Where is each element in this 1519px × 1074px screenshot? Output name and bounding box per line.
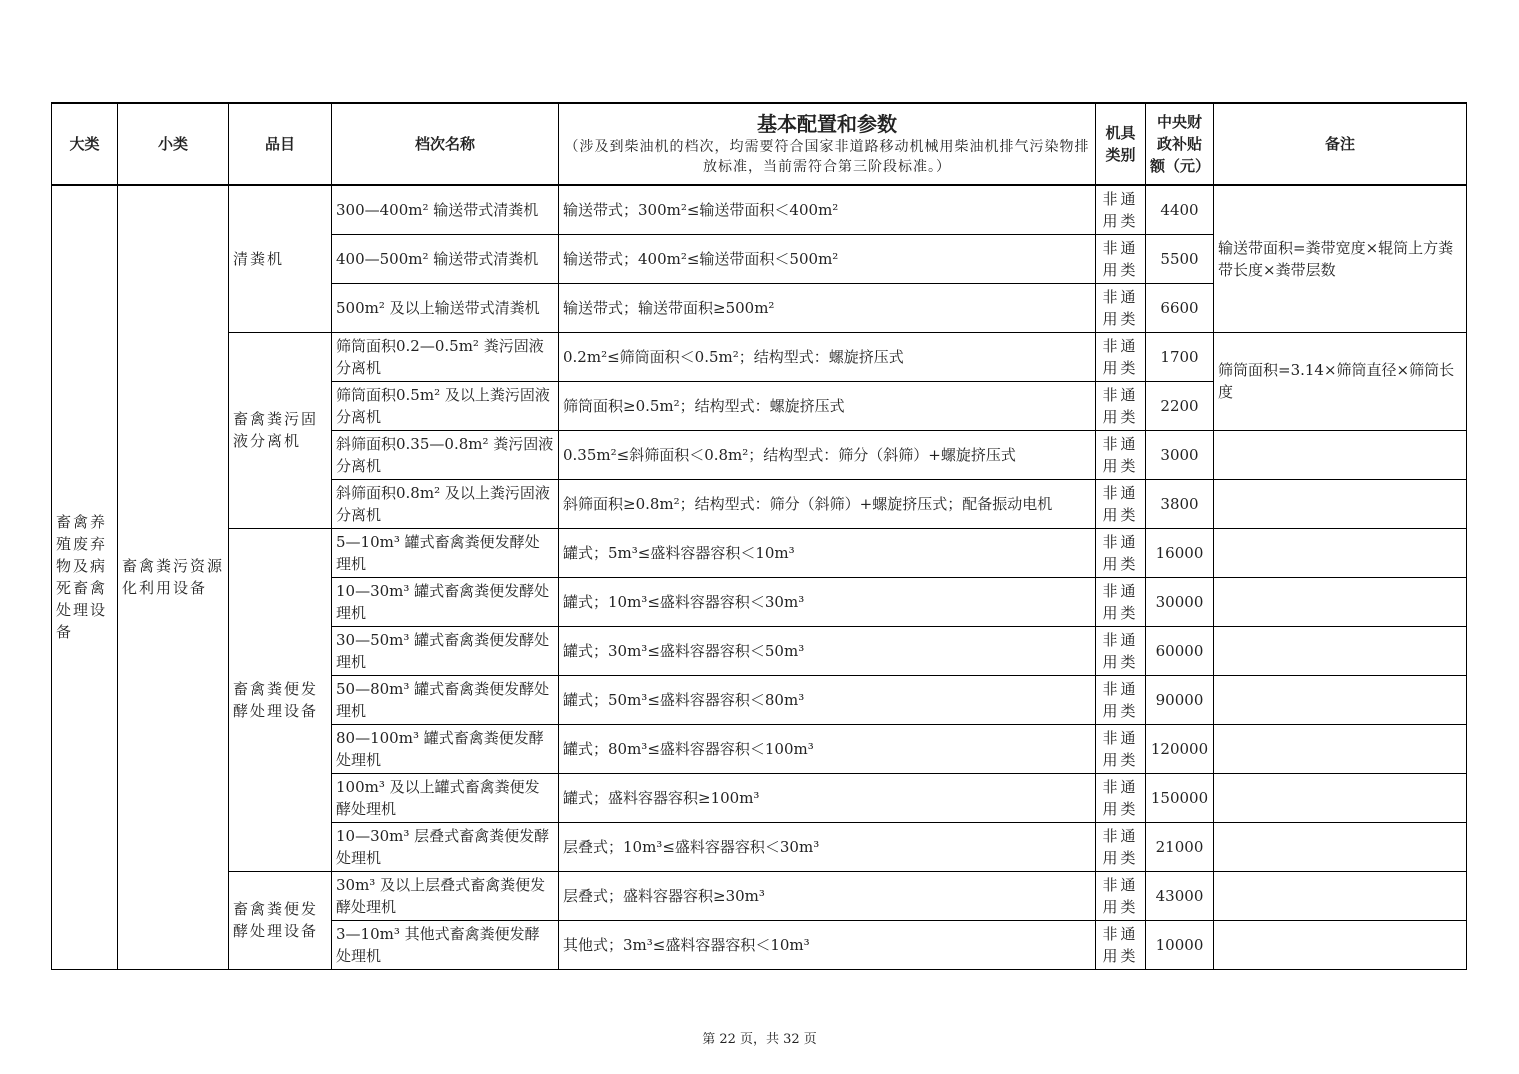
remark-empty xyxy=(1214,724,1467,773)
config-text: 输送带式；400m²≤输送带面积＜500m² xyxy=(559,234,1096,283)
config-text: 其他式；3m³≤盛料容器容积＜10m³ xyxy=(559,920,1096,969)
subsidy-amount: 2200 xyxy=(1146,381,1214,430)
header-machine-type: 机具类别 xyxy=(1096,103,1146,185)
table-row xyxy=(52,871,1467,920)
config-text: 罐式；30m³≤盛料容器容积＜50m³ xyxy=(559,626,1096,675)
config-text: 罐式；盛料容器容积≥100m³ xyxy=(559,773,1096,822)
subsidy-amount: 60000 xyxy=(1146,626,1214,675)
config-text: 层叠式；10m³≤盛料容器容积＜30m³ xyxy=(559,822,1096,871)
config-text: 输送带式；300m²≤输送带面积＜400m² xyxy=(559,185,1096,234)
item-group-3: 畜禽粪便发酵处理设备 xyxy=(229,528,332,871)
subsidy-amount: 16000 xyxy=(1146,528,1214,577)
subsidy-amount: 30000 xyxy=(1146,577,1214,626)
subsidy-amount: 3000 xyxy=(1146,430,1214,479)
machine-type: 非通用类 xyxy=(1096,871,1146,920)
config-text: 罐式；80m³≤盛料容器容积＜100m³ xyxy=(559,724,1096,773)
config-text: 罐式；5m³≤盛料容器容积＜10m³ xyxy=(559,528,1096,577)
remark-empty xyxy=(1214,920,1467,969)
config-text: 层叠式；盛料容器容积≥30m³ xyxy=(559,871,1096,920)
machine-type: 非通用类 xyxy=(1096,332,1146,381)
config-text: 罐式；50m³≤盛料容器容积＜80m³ xyxy=(559,675,1096,724)
machine-type: 非通用类 xyxy=(1096,430,1146,479)
table-row xyxy=(52,185,1467,234)
config-text: 罐式；10m³≤盛料容器容积＜30m³ xyxy=(559,577,1096,626)
grade-name: 3—10m³ 其他式畜禽粪便发酵处理机 xyxy=(332,920,559,969)
machine-type: 非通用类 xyxy=(1096,724,1146,773)
remark-empty xyxy=(1214,822,1467,871)
grade-name: 筛筒面积0.2—0.5m² 粪污固液分离机 xyxy=(332,332,559,381)
grade-name: 300—400m² 输送带式清粪机 xyxy=(332,185,559,234)
subsidy-amount: 43000 xyxy=(1146,871,1214,920)
grade-name: 筛筒面积0.5m² 及以上粪污固液分离机 xyxy=(332,381,559,430)
config-text: 0.35m²≤斜筛面积＜0.8m²；结构型式：筛分（斜筛）+螺旋挤压式 xyxy=(559,430,1096,479)
machine-type: 非通用类 xyxy=(1096,185,1146,234)
config-text: 输送带式；输送带面积≥500m² xyxy=(559,283,1096,332)
remark-empty xyxy=(1214,430,1467,479)
grade-name: 斜筛面积0.35—0.8m² 粪污固液分离机 xyxy=(332,430,559,479)
header-config-note: （涉及到柴油机的档次，均需要符合国家非道路移动机械用柴油机排气污染物排放标准，当前需符合第三阶段标准。） xyxy=(564,139,1090,175)
table-row xyxy=(52,332,1467,381)
subsidy-amount: 21000 xyxy=(1146,822,1214,871)
header-remarks: 备注 xyxy=(1214,103,1467,185)
grade-name: 5—10m³ 罐式畜禽粪便发酵处理机 xyxy=(332,528,559,577)
remark-empty xyxy=(1214,528,1467,577)
table-row xyxy=(52,528,1467,577)
remark-empty xyxy=(1214,626,1467,675)
subsidy-amount: 1700 xyxy=(1146,332,1214,381)
item-group-1: 清粪机 xyxy=(229,185,332,332)
grade-name: 80—100m³ 罐式畜禽粪便发酵处理机 xyxy=(332,724,559,773)
machine-type: 非通用类 xyxy=(1096,675,1146,724)
machine-type: 非通用类 xyxy=(1096,234,1146,283)
remark-empty xyxy=(1214,479,1467,528)
remark-empty xyxy=(1214,871,1467,920)
machine-type: 非通用类 xyxy=(1096,920,1146,969)
subsidy-amount: 4400 xyxy=(1146,185,1214,234)
header-minor: 小类 xyxy=(118,103,229,185)
machine-type: 非通用类 xyxy=(1096,479,1146,528)
header-grade: 档次名称 xyxy=(332,103,559,185)
header-config xyxy=(559,103,1096,185)
remark-empty xyxy=(1214,577,1467,626)
grade-name: 10—30m³ 层叠式畜禽粪便发酵处理机 xyxy=(332,822,559,871)
machine-type: 非通用类 xyxy=(1096,773,1146,822)
subsidy-amount: 10000 xyxy=(1146,920,1214,969)
grade-name: 斜筛面积0.8m² 及以上粪污固液分离机 xyxy=(332,479,559,528)
minor-category: 畜禽粪污资源化利用设备 xyxy=(118,185,229,969)
config-text: 0.2m²≤筛筒面积＜0.5m²；结构型式：螺旋挤压式 xyxy=(559,332,1096,381)
remark-empty xyxy=(1214,773,1467,822)
config-text: 筛筒面积≥0.5m²；结构型式：螺旋挤压式 xyxy=(559,381,1096,430)
subsidy-amount: 150000 xyxy=(1146,773,1214,822)
major-category: 畜禽养殖废弃物及病死畜禽处理设备 xyxy=(52,185,118,969)
machine-type: 非通用类 xyxy=(1096,283,1146,332)
page-number: 第 22 页，共 32 页 xyxy=(702,1032,817,1047)
grade-name: 10—30m³ 罐式畜禽粪便发酵处理机 xyxy=(332,577,559,626)
header-item: 品目 xyxy=(229,103,332,185)
grade-name: 500m² 及以上输送带式清粪机 xyxy=(332,283,559,332)
grade-name: 50—80m³ 罐式畜禽粪便发酵处理机 xyxy=(332,675,559,724)
config-text: 斜筛面积≥0.8m²；结构型式：筛分（斜筛）+螺旋挤压式；配备振动电机 xyxy=(559,479,1096,528)
grade-name: 30m³ 及以上层叠式畜禽粪便发酵处理机 xyxy=(332,871,559,920)
header-row xyxy=(52,103,1467,185)
subsidy-amount: 3800 xyxy=(1146,479,1214,528)
header-subsidy: 中央财政补贴额（元） xyxy=(1146,103,1214,185)
header-major: 大类 xyxy=(52,103,118,185)
machine-type: 非通用类 xyxy=(1096,577,1146,626)
subsidy-amount: 90000 xyxy=(1146,675,1214,724)
machine-type: 非通用类 xyxy=(1096,626,1146,675)
item-group-4: 畜禽粪便发酵处理设备 xyxy=(229,871,332,969)
grade-name: 100m³ 及以上罐式畜禽粪便发酵处理机 xyxy=(332,773,559,822)
item-group-2: 畜禽粪污固液分离机 xyxy=(229,332,332,528)
subsidy-amount: 6600 xyxy=(1146,283,1214,332)
remark-1: 输送带面积=粪带宽度×辊筒上方粪带长度×粪带层数 xyxy=(1214,185,1467,332)
remark-empty xyxy=(1214,675,1467,724)
subsidy-amount: 5500 xyxy=(1146,234,1214,283)
machine-type: 非通用类 xyxy=(1096,822,1146,871)
machine-type: 非通用类 xyxy=(1096,381,1146,430)
header-config-title: 基本配置和参数 xyxy=(757,112,897,136)
subsidy-amount: 120000 xyxy=(1146,724,1214,773)
machine-type: 非通用类 xyxy=(1096,528,1146,577)
subsidy-table xyxy=(51,102,1467,970)
remark-2: 筛筒面积=3.14×筛筒直径×筛筒长度 xyxy=(1214,332,1467,430)
grade-name: 30—50m³ 罐式畜禽粪便发酵处理机 xyxy=(332,626,559,675)
grade-name: 400—500m² 输送带式清粪机 xyxy=(332,234,559,283)
